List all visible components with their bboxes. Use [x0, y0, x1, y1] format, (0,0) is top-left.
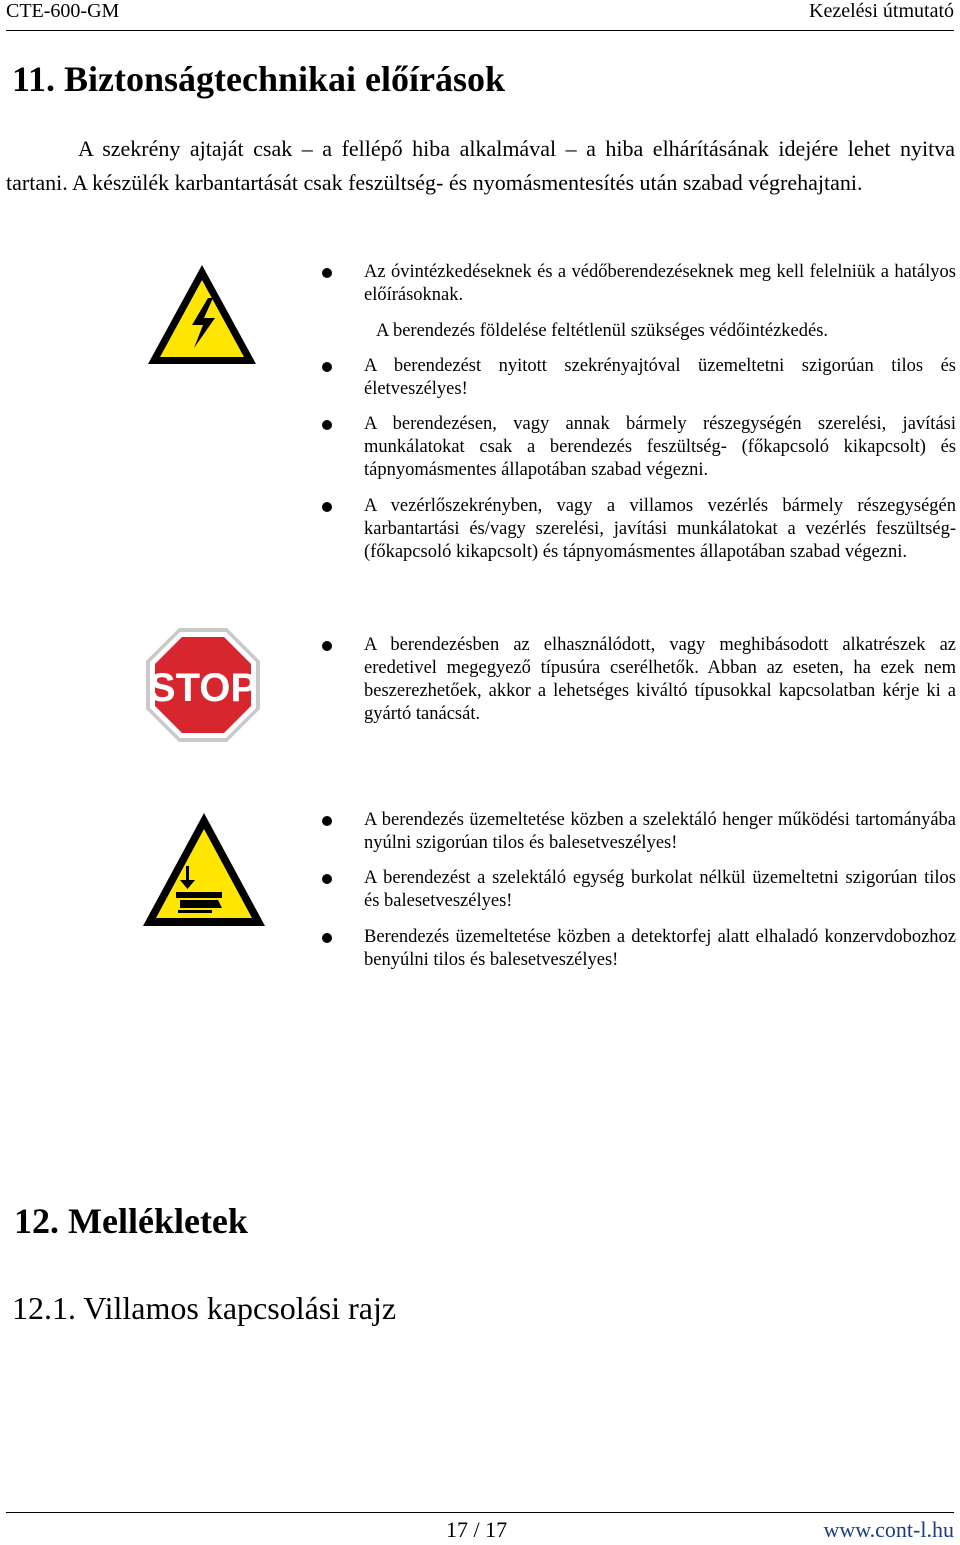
section-11-title: 11. Biztonságtechnikai előírások [12, 59, 506, 99]
footer-divider [6, 1512, 954, 1513]
list-item: A vezérlőszekrényben, vagy a villamos vezérlés bármely részegységén karbantartási és/vagy szerelési, javítási munkálatokat a vezérlés feszültség- (főkapcsoló kikapcsolt) és tápnyomásmentes állapotában szabad végezni. [320, 495, 956, 564]
header-doc-code: CTE-600-GM [6, 0, 120, 22]
list-item: A berendezést a szelektáló egység burkolat nélkül üzemeltetni szigorúan tilos és balesetveszélyes! [320, 867, 956, 913]
intro-text: A szekrény ajtaját csak – a fellépő hiba alkalmával – a hiba elhárításának idejére lehet nyitva tartani. A készülék karbantartását csak feszültség- és nyomásmentesítés után szabad végrehajtani. [6, 136, 955, 195]
bullet-icon [322, 268, 332, 278]
bullet-icon [322, 362, 332, 372]
bullet-icon [322, 874, 332, 884]
list-item: A berendezés üzemeltetése közben a szelektáló henger működési tartományába nyúlni szigorúan tilos és balesetveszélyes! [320, 809, 956, 855]
header-divider [6, 30, 954, 31]
list-item: A berendezésen, vagy annak bármely részegységén szerelési, javítási munkálatokat csak a berendezés feszültség- (főkapcsoló kikapcsolt) és tápnyomásmentes állapotában szabad végezni. [320, 413, 956, 482]
bullet-icon [322, 641, 332, 651]
section-12-title: 12. Mellékletek [14, 1201, 248, 1241]
grounding-note: A berendezés földelése feltétlenül szükséges védőintézkedés. [376, 321, 829, 341]
header-doc-type: Kezelési útmutató [809, 0, 954, 22]
list-item: A berendezésben az elhasználódott, vagy meghibásodott alkatrészek az eredetivel megegyező típusúra cserélhetők. Abban az eseten, ha ezek nem beszerezhetőek, akkor a lehetséges kiváltó típusokkal kapcsolatban kérje ki a gyártó tanácsát. [320, 634, 956, 726]
bullet-icon [322, 502, 332, 512]
bullet-icon [322, 816, 332, 826]
bullet-icon [322, 933, 332, 943]
section-11-intro [6, 132, 955, 200]
hand-crush-hazard-icon [140, 810, 268, 930]
website-link[interactable]: www.cont-l.hu [823, 1517, 954, 1542]
list-item: Berendezés üzemeltetése közben a detektorfej alatt elhaladó konzervdobozhoz benyúlni tilos és balesetveszélyes! [320, 926, 956, 972]
electrical-hazard-icon [145, 262, 259, 368]
list-item: Az óvintézkedéseknek és a védőberendezéseknek meg kell felelniük a hatályos előírásoknak. [320, 261, 956, 307]
page-number: 17 / 17 [446, 1517, 508, 1542]
bullet-icon [322, 420, 332, 430]
stop-sign-text: STOP [148, 666, 258, 710]
list-item: A berendezést nyitott szekrényajtóval üzemeltetni szigorúan tilos és életveszélyes! [320, 355, 956, 401]
stop-sign-icon [145, 627, 261, 743]
section-12-1-title: 12.1. Villamos kapcsolási rajz [12, 1290, 397, 1326]
